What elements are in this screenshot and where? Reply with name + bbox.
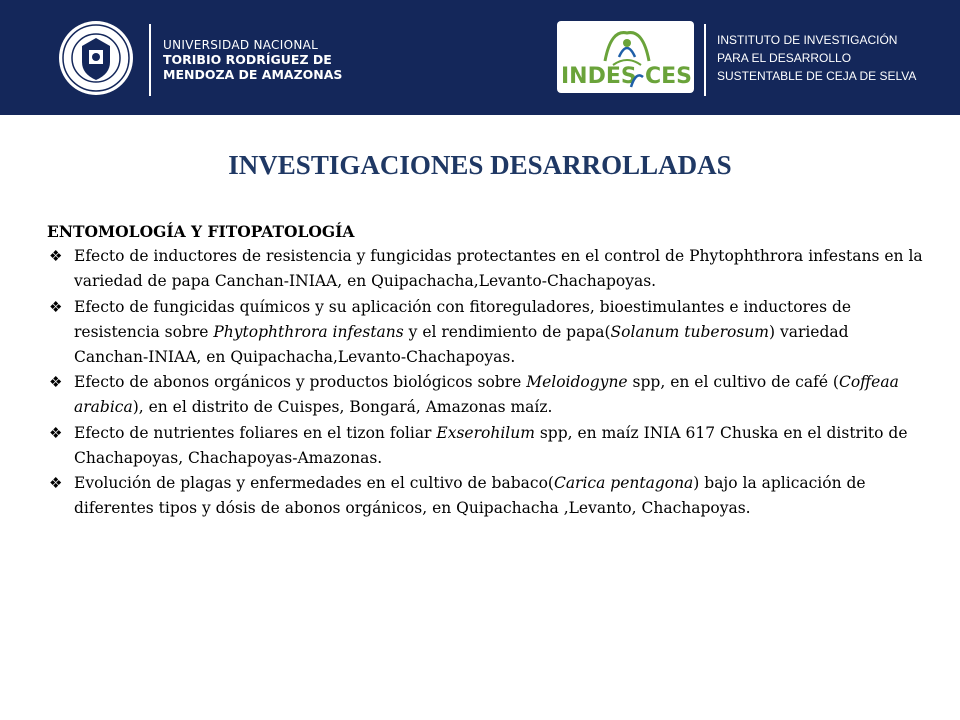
item-text: ), en el distrito de Cuispes, Bongará, Amazonas maíz. (132, 398, 553, 417)
university-seal-icon (58, 20, 134, 96)
research-item (47, 370, 927, 420)
institute-name-line2: PARA EL DESARROLLO (717, 51, 852, 65)
research-item (47, 421, 927, 471)
diamond-bullet-icon: ❖ (49, 373, 63, 392)
species-name: Solanum tuberosum (610, 322, 769, 341)
species-name: Exserohilum (436, 423, 535, 442)
item-text: ) bajo la aplicación de diferentes tipos y dósis de abonos orgánicos, en Quipachacha ,Levanto, Chachapoyas. (74, 474, 866, 518)
species-name: Coffeaa arabica (74, 373, 899, 417)
item-text: ) variedad Canchan-INIAA, en Quipachacha,Levanto-Chachapoyas. (74, 322, 849, 367)
item-text: Evolución de plagas y enfermedades en el cultivo de babaco( (74, 474, 554, 493)
institute-name-line1: INSTITUTO DE INVESTIGACIÓN (717, 33, 898, 47)
university-divider (149, 24, 151, 96)
item-text: spp, en el cultivo de café ( (627, 373, 839, 392)
diamond-bullet-icon: ❖ (49, 474, 63, 493)
svg-text:CES: CES (645, 64, 693, 89)
diamond-bullet-icon: ❖ (49, 423, 63, 442)
research-item (47, 295, 927, 371)
species-name: Phytophthrora infestans (213, 322, 404, 341)
section-heading: ENTOMOLOGÍA Y FITOPATOLOGÍA (47, 222, 355, 241)
research-list (47, 244, 927, 521)
university-name-line1: UNIVERSIDAD NACIONAL (163, 38, 319, 52)
indes-ces-logo-graphic (557, 21, 694, 93)
item-text: y el rendimiento de papa( (403, 322, 611, 341)
indes-ces-logo (557, 21, 694, 93)
institute-divider (704, 24, 706, 96)
university-name (163, 38, 342, 82)
research-item (47, 244, 927, 294)
research-item (47, 471, 927, 521)
institute-name (717, 31, 916, 85)
species-name: Meloidogyne (526, 373, 628, 392)
content-section (47, 219, 927, 521)
header-banner (0, 0, 960, 115)
page-title: INVESTIGACIONES DESARROLLADAS (228, 150, 732, 180)
species-name: Carica pentagona (553, 474, 694, 493)
item-text: Efecto de nutrientes foliares en el tizon foliar (74, 423, 437, 442)
item-text: Efecto de fungicidas químicos y su aplicación con fitoreguladores, bioestimulantes e inductores de resistencia sobre (74, 297, 852, 341)
diamond-bullet-icon: ❖ (49, 247, 63, 266)
university-name-line3: MENDOZA DE AMAZONAS (163, 67, 343, 83)
item-text: Efecto de inductores de resistencia y fungicidas protectantes en el control de Phytophthrora infestans en la variedad de papa Canchan-INIAA, en Quipachacha,Levanto-Chachapoyas. (74, 247, 923, 291)
item-text: spp, en maíz INIA 617 Chuska en el distrito de Chachapoyas, Chachapoyas-Amazonas. (74, 423, 908, 467)
svg-text:INDES: INDES (561, 64, 637, 89)
item-text: Efecto de abonos orgánicos y productos biológicos sobre (74, 373, 527, 392)
university-name-line2: TORIBIO RODRÍGUEZ DE (163, 52, 332, 68)
diamond-bullet-icon: ❖ (49, 297, 63, 316)
institute-name-line3: SUSTENTABLE DE CEJA DE SELVA (717, 69, 917, 83)
